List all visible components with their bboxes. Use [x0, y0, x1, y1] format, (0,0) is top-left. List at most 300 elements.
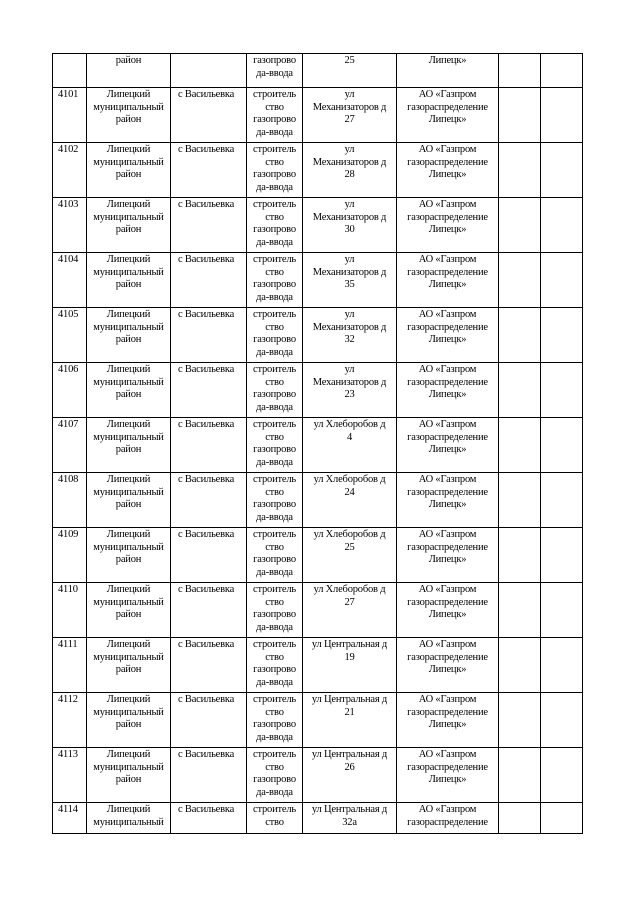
cell-text-line: ул Хлеборобов д [313, 419, 386, 430]
cell-text-line: Механизаторов д [312, 156, 387, 168]
row-number-cell [53, 638, 87, 693]
empty-cell [499, 693, 541, 748]
cell-text-line: 26 [344, 761, 355, 773]
district-cell [87, 253, 171, 308]
cell-text: 4107 [58, 419, 79, 430]
work-type-cell [247, 308, 303, 363]
cell-text-line: газопрово [253, 114, 296, 125]
district-cell [87, 583, 171, 638]
cell-text-line: район [115, 55, 142, 66]
empty-cell [541, 363, 583, 418]
district-cell [87, 748, 171, 803]
cell-text-line: строитель [253, 474, 296, 485]
cell-text: 4106 [58, 364, 79, 375]
cell-text-line: Липецкий [106, 694, 151, 705]
cell-text-line: газораспределение [407, 156, 488, 168]
row-number-cell [53, 693, 87, 748]
cell-text-line: да-ввода [256, 621, 293, 633]
cell-text-line: ул Центральная д [311, 804, 388, 815]
row-number-cell [53, 308, 87, 363]
empty-cell [541, 418, 583, 473]
cell-text-line: АО «Газпром [418, 584, 477, 595]
cell-text-line: ство [265, 156, 284, 168]
row-number-cell [53, 473, 87, 528]
cell-text-line: район [115, 664, 142, 675]
row-number-cell [53, 748, 87, 803]
settlement-cell [171, 528, 247, 583]
cell-text-line: Липецк» [428, 279, 467, 290]
cell-text-line: район [115, 719, 142, 730]
row-number-cell [53, 528, 87, 583]
address-cell [303, 528, 397, 583]
cell-text: 4102 [58, 144, 79, 155]
cell-text-line: да-ввода [256, 346, 293, 358]
table-row [53, 363, 583, 418]
cell-text-line: муниципальный [93, 651, 164, 663]
empty-cell [541, 88, 583, 143]
cell-text-line: 19 [344, 651, 355, 663]
cell-text-line: Липецк» [428, 224, 467, 235]
cell-text-line: строитель [253, 694, 296, 705]
cell-text-line: газораспределение [407, 486, 488, 498]
empty-cell [499, 143, 541, 198]
empty-cell [499, 198, 541, 253]
work-type-cell [247, 583, 303, 638]
row-number-cell [53, 803, 87, 834]
table-row [53, 803, 583, 834]
work-type-cell [247, 363, 303, 418]
table-row [53, 528, 583, 583]
cell-text-line: район [115, 114, 142, 125]
cell-text-line: Липецкий [106, 474, 151, 485]
cell-text-line: 28 [344, 169, 355, 180]
settlement-cell [171, 143, 247, 198]
cell-text-line: Липецк» [428, 114, 467, 125]
cell-text-line: АО «Газпром [418, 749, 477, 760]
district-cell [87, 198, 171, 253]
table-row [53, 54, 583, 88]
cell-text-line: район [115, 499, 142, 510]
cell-text: с Васильевка [178, 474, 235, 485]
address-cell [303, 418, 397, 473]
cell-text-line: ство [265, 431, 284, 443]
address-cell [303, 88, 397, 143]
cell-text-line: да-ввода [256, 566, 293, 578]
organization-cell [397, 473, 499, 528]
cell-text-line: ство [265, 211, 284, 223]
cell-text-line: 32а [342, 816, 357, 828]
cell-text-line: 25 [344, 55, 355, 66]
table-row [53, 473, 583, 528]
cell-text-line: газораспределение [407, 321, 488, 333]
cell-text-line: ство [265, 101, 284, 113]
organization-cell [397, 638, 499, 693]
cell-text-line: газораспределение [407, 541, 488, 553]
cell-text-line: Липецк» [428, 55, 467, 66]
work-type-cell [247, 143, 303, 198]
organization-cell [397, 528, 499, 583]
cell-text-line: муниципальный [93, 816, 164, 828]
cell-text: с Васильевка [178, 309, 235, 320]
cell-text-line: газопрово [253, 224, 296, 235]
district-cell [87, 418, 171, 473]
organization-cell [397, 583, 499, 638]
work-type-cell [247, 528, 303, 583]
work-type-cell [247, 748, 303, 803]
cell-text-line: Липецкий [106, 309, 151, 320]
empty-cell [499, 473, 541, 528]
cell-text-line: газораспределение [407, 596, 488, 608]
table-row [53, 418, 583, 473]
cell-text-line: Липецкий [106, 584, 151, 595]
address-cell [303, 253, 397, 308]
cell-text-line: 35 [344, 279, 355, 290]
cell-text-line: газопрово [253, 499, 296, 510]
cell-text-line: строитель [253, 89, 296, 100]
address-cell [303, 473, 397, 528]
cell-text-line: газопрово [253, 389, 296, 400]
cell-text-line: газораспределение [407, 211, 488, 223]
cell-text: с Васильевка [178, 749, 235, 760]
empty-cell [541, 528, 583, 583]
cell-text-line: район [115, 334, 142, 345]
cell-text-line: Механизаторов д [312, 376, 387, 388]
table-row [53, 748, 583, 803]
cell-text: 4112 [58, 694, 78, 705]
address-cell [303, 803, 397, 834]
cell-text-line: газопрово [253, 719, 296, 730]
cell-text-line: строитель [253, 584, 296, 595]
cell-text-line: строитель [253, 199, 296, 210]
address-cell [303, 748, 397, 803]
empty-cell [499, 253, 541, 308]
cell-text-line: ство [265, 486, 284, 498]
cell-text-line: газопрово [253, 334, 296, 345]
cell-text-line: ул [344, 309, 355, 320]
table-row [53, 198, 583, 253]
cell-text-line: да-ввода [256, 511, 293, 523]
cell-text-line: АО «Газпром [418, 694, 477, 705]
cell-text-line: Липецк» [428, 774, 467, 785]
cell-text-line: АО «Газпром [418, 144, 477, 155]
cell-text-line: газопрово [253, 774, 296, 785]
district-cell [87, 143, 171, 198]
organization-cell [397, 54, 499, 88]
cell-text: с Васильевка [178, 694, 235, 705]
cell-text-line: да-ввода [256, 291, 293, 303]
cell-text-line: муниципальный [93, 706, 164, 718]
cell-text-line: район [115, 609, 142, 620]
cell-text-line: ство [265, 651, 284, 663]
address-cell [303, 638, 397, 693]
cell-text-line: строитель [253, 749, 296, 760]
cell-text: 4113 [58, 749, 78, 760]
work-type-cell [247, 88, 303, 143]
cell-text-line: Липецк» [428, 719, 467, 730]
organization-cell [397, 308, 499, 363]
cell-text: с Васильевка [178, 639, 235, 650]
empty-cell [499, 583, 541, 638]
cell-text-line: ство [265, 761, 284, 773]
cell-text-line: ул Хлеборобов д [313, 584, 386, 595]
cell-text-line: муниципальный [93, 266, 164, 278]
row-number-cell [53, 88, 87, 143]
settlement-cell [171, 473, 247, 528]
settlement-cell [171, 198, 247, 253]
cell-text-line: да-ввода [256, 731, 293, 743]
cell-text: 4108 [58, 474, 79, 485]
cell-text: с Васильевка [178, 364, 235, 375]
cell-text-line: Липецкий [106, 749, 151, 760]
cell-text-line: муниципальный [93, 101, 164, 113]
organization-cell [397, 748, 499, 803]
cell-text-line: 25 [344, 541, 355, 553]
settlement-cell [171, 88, 247, 143]
empty-cell [499, 748, 541, 803]
empty-cell [541, 54, 583, 88]
work-type-cell [247, 253, 303, 308]
cell-text-line: 23 [344, 389, 355, 400]
work-type-cell [247, 638, 303, 693]
cell-text-line: муниципальный [93, 596, 164, 608]
district-cell [87, 363, 171, 418]
district-cell [87, 308, 171, 363]
empty-cell [541, 583, 583, 638]
cell-text-line: Липецкий [106, 199, 151, 210]
cell-text-line: ул [344, 144, 355, 155]
cell-text: с Васильевка [178, 144, 235, 155]
settlement-cell [171, 363, 247, 418]
organization-cell [397, 803, 499, 834]
cell-text-line: АО «Газпром [418, 804, 477, 815]
cell-text-line: Липецкий [106, 804, 151, 815]
cell-text-line: Липецк» [428, 499, 467, 510]
cell-text-line: АО «Газпром [418, 199, 477, 210]
cell-text-line: Липецкий [106, 639, 151, 650]
organization-cell [397, 253, 499, 308]
empty-cell [499, 528, 541, 583]
cell-text: 4105 [58, 309, 79, 320]
cell-text-line: ство [265, 596, 284, 608]
cell-text-line: да-ввода [256, 786, 293, 798]
cell-text-line: газопрово [253, 279, 296, 290]
cell-text-line: АО «Газпром [418, 254, 477, 265]
cell-text-line: Липецкий [106, 254, 151, 265]
cell-text: с Васильевка [178, 89, 235, 100]
cell-text: 4101 [58, 89, 79, 100]
cell-text-line: Липецкий [106, 89, 151, 100]
organization-cell [397, 418, 499, 473]
cell-text-line: строитель [253, 419, 296, 430]
district-cell [87, 638, 171, 693]
empty-cell [541, 473, 583, 528]
cell-text-line: муниципальный [93, 541, 164, 553]
cell-text-line: АО «Газпром [418, 309, 477, 320]
empty-cell [541, 638, 583, 693]
cell-text-line: 27 [344, 596, 355, 608]
cell-text-line: муниципальный [93, 211, 164, 223]
empty-cell [499, 88, 541, 143]
cell-text-line: да-ввода [256, 67, 293, 79]
cell-text-line: газораспределение [407, 651, 488, 663]
table-row [53, 693, 583, 748]
work-type-cell [247, 54, 303, 88]
cell-text: с Васильевка [178, 199, 235, 210]
settlement-cell [171, 54, 247, 88]
cell-text-line: муниципальный [93, 761, 164, 773]
organization-cell [397, 693, 499, 748]
work-type-cell [247, 693, 303, 748]
table-row [53, 253, 583, 308]
organization-cell [397, 363, 499, 418]
address-cell [303, 363, 397, 418]
empty-cell [541, 803, 583, 834]
cell-text-line: ул Центральная д [311, 749, 388, 760]
cell-text-line: 4 [346, 431, 353, 443]
empty-cell [499, 803, 541, 834]
cell-text-line: муниципальный [93, 431, 164, 443]
settlement-cell [171, 693, 247, 748]
cell-text-line: газопрово [253, 554, 296, 565]
cell-text-line: муниципальный [93, 321, 164, 333]
cell-text-line: Липецк» [428, 609, 467, 620]
cell-text-line: ул [344, 254, 355, 265]
settlement-cell [171, 308, 247, 363]
table-row [53, 583, 583, 638]
cell-text-line: строитель [253, 309, 296, 320]
cell-text-line: Липецк» [428, 169, 467, 180]
cell-text-line: газораспределение [407, 376, 488, 388]
cell-text-line: газораспределение [407, 266, 488, 278]
address-cell [303, 143, 397, 198]
cell-text-line: ство [265, 541, 284, 553]
district-cell [87, 528, 171, 583]
row-number-cell [53, 418, 87, 473]
cell-text-line: ство [265, 376, 284, 388]
document-table [52, 53, 583, 834]
row-number-cell [53, 253, 87, 308]
cell-text: 4114 [58, 804, 78, 815]
settlement-cell [171, 583, 247, 638]
cell-text-line: Липецк» [428, 554, 467, 565]
cell-text-line: АО «Газпром [418, 419, 477, 430]
work-type-cell [247, 473, 303, 528]
cell-text-line: Механизаторов д [312, 101, 387, 113]
district-cell [87, 693, 171, 748]
empty-cell [541, 198, 583, 253]
cell-text-line: газопрово [253, 55, 296, 66]
work-type-cell [247, 803, 303, 834]
cell-text: с Васильевка [178, 529, 235, 540]
cell-text-line: район [115, 774, 142, 785]
cell-text-line: АО «Газпром [418, 364, 477, 375]
empty-cell [541, 253, 583, 308]
cell-text-line: Липецкий [106, 529, 151, 540]
row-number-cell [53, 143, 87, 198]
work-type-cell [247, 198, 303, 253]
address-cell [303, 308, 397, 363]
cell-text-line: муниципальный [93, 486, 164, 498]
cell-text-line: газораспределение [407, 706, 488, 718]
table-row [53, 88, 583, 143]
address-cell [303, 54, 397, 88]
cell-text-line: 27 [344, 114, 355, 125]
work-type-cell [247, 418, 303, 473]
cell-text-line: район [115, 169, 142, 180]
cell-text-line: строитель [253, 639, 296, 650]
cell-text-line: газопрово [253, 169, 296, 180]
cell-text-line: строитель [253, 144, 296, 155]
cell-text-line: ул Хлеборобов д [313, 474, 386, 485]
district-cell [87, 803, 171, 834]
cell-text-line: строитель [253, 804, 296, 815]
organization-cell [397, 88, 499, 143]
cell-text-line: муниципальный [93, 156, 164, 168]
settlement-cell [171, 638, 247, 693]
empty-cell [499, 363, 541, 418]
row-number-cell [53, 363, 87, 418]
organization-cell [397, 143, 499, 198]
district-cell [87, 88, 171, 143]
cell-text-line: Механизаторов д [312, 211, 387, 223]
cell-text-line: Липецкий [106, 419, 151, 430]
address-cell [303, 198, 397, 253]
cell-text-line: Липецк» [428, 334, 467, 345]
district-cell [87, 54, 171, 88]
cell-text: 4110 [58, 584, 78, 595]
cell-text-line: ство [265, 816, 284, 828]
settlement-cell [171, 803, 247, 834]
cell-text-line: газораспределение [407, 816, 488, 828]
settlement-cell [171, 253, 247, 308]
cell-text-line: ул Хлеборобов д [313, 529, 386, 540]
cell-text-line: Механизаторов д [312, 266, 387, 278]
cell-text-line: газораспределение [407, 431, 488, 443]
cell-text-line: строитель [253, 364, 296, 375]
cell-text-line: да-ввода [256, 126, 293, 138]
cell-text-line: ство [265, 706, 284, 718]
row-number-cell [53, 54, 87, 88]
empty-cell [499, 638, 541, 693]
cell-text: с Васильевка [178, 584, 235, 595]
cell-text-line: да-ввода [256, 676, 293, 688]
cell-text-line: да-ввода [256, 401, 293, 413]
address-cell [303, 693, 397, 748]
cell-text-line: 30 [344, 224, 355, 235]
cell-text: 4111 [58, 639, 78, 650]
empty-cell [499, 308, 541, 363]
cell-text-line: газораспределение [407, 101, 488, 113]
cell-text-line: АО «Газпром [418, 639, 477, 650]
cell-text-line: район [115, 444, 142, 455]
cell-text-line: ство [265, 266, 284, 278]
empty-cell [499, 54, 541, 88]
cell-text-line: АО «Газпром [418, 529, 477, 540]
table-body [53, 54, 583, 834]
cell-text-line: муниципальный [93, 376, 164, 388]
cell-text-line: Механизаторов д [312, 321, 387, 333]
cell-text-line: Липецкий [106, 144, 151, 155]
cell-text: с Васильевка [178, 254, 235, 265]
address-cell [303, 583, 397, 638]
settlement-cell [171, 748, 247, 803]
cell-text: с Васильевка [178, 804, 235, 815]
cell-text-line: строитель [253, 254, 296, 265]
cell-text-line: АО «Газпром [418, 474, 477, 485]
row-number-cell [53, 198, 87, 253]
cell-text-line: район [115, 554, 142, 565]
organization-cell [397, 198, 499, 253]
